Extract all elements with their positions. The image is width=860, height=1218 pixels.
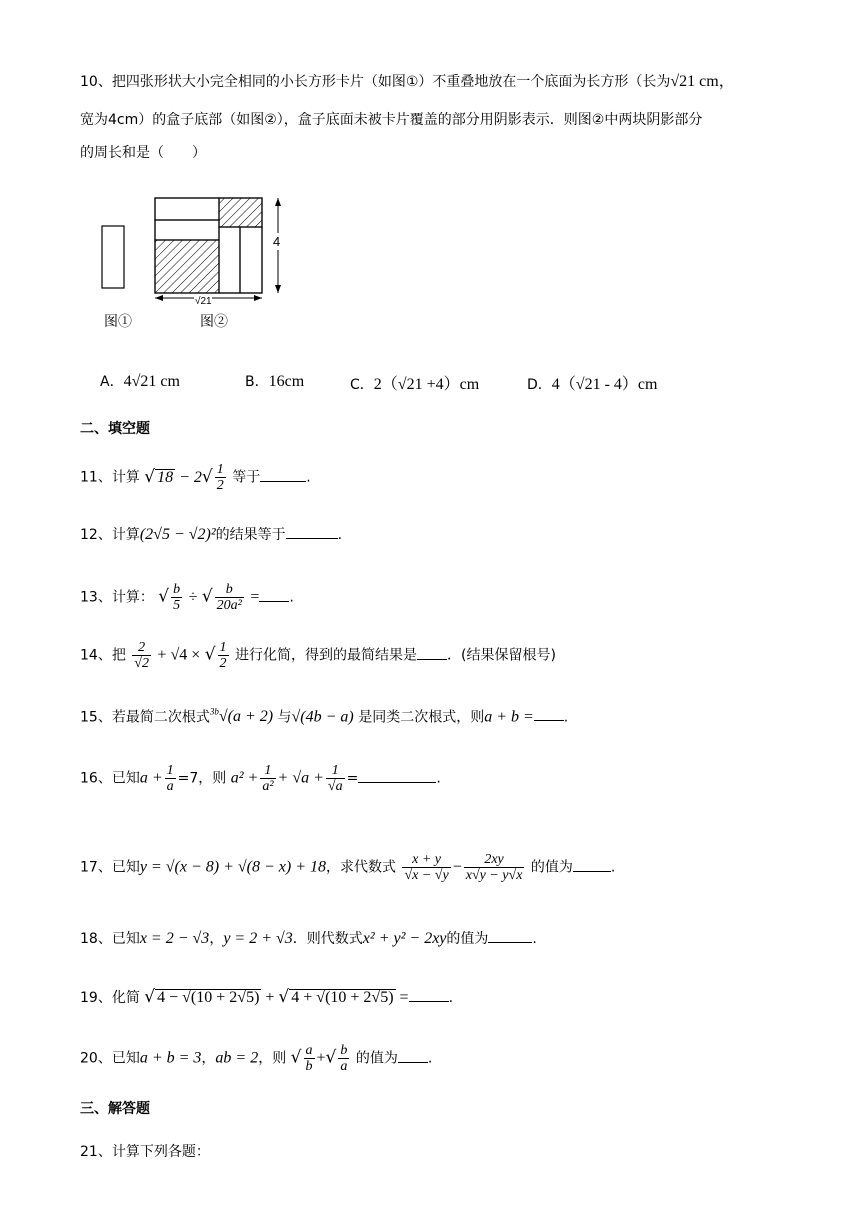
fig2-card-top2 [155,220,219,240]
q13-answer-blank [259,587,289,602]
q15: 15、若最简二次根式$^{3b}$√(a + 2) 与√(4b − a) 是同类二次根式，则a + b = . [80,707,569,726]
fig2-label: 图② [200,313,228,329]
q12: 12、计算(2√5 − √2)²的结果等于 . [80,526,343,543]
q20: 20、已知a + b = 3，ab = 2，则 √ $\frac{a}{b}$ +√ $\frac{b}{a}$ 的值为 . [80,1043,433,1074]
fig2-card-top1 [155,198,219,220]
q10-option-c: C．2（√21 +4）cm [350,376,480,393]
q19: 19、化简 √ 4 − √(10 + 2√5) + √ 4 + √(10 + 2√5) = . [80,987,454,1007]
q13: 13、计算： √ $\frac{b}{5}$ ÷ √ $\frac{b}{\text{20a²}}$ = . [80,582,294,613]
fig2-shade-right [219,198,262,227]
q14-answer-blank [417,645,447,660]
fig1-card [102,226,124,288]
q18: 18、已知x = 2 − √3，y = 2 + √3．则代数式x² + y² − 2xy的值为 . [80,930,537,947]
q10-line3: 的周长和是（ ） [80,145,206,161]
fig2-width-label: √21 [195,296,212,307]
fig1-label: 图① [104,313,132,329]
q16: 16、已知a + $\frac{1}{a}$ =7，则 a² + $\frac{1}{\text{a²}}$ + √a + $\frac{1}{√a}$ = . [80,763,441,794]
section-2-title: 二、填空题 [80,421,150,437]
q21: 21、计算下列各题： [80,1144,210,1160]
q16-answer-blank [358,768,436,783]
fig2-card-v2 [240,227,262,293]
q10-option-a: A．4√21 cm [100,373,180,390]
q11-answer-blank [260,467,306,482]
q10-length-math: √21 cm， [670,73,735,90]
q12-answer-blank [286,524,338,539]
q19-answer-blank [409,987,449,1002]
q10-option-b: B．16cm [245,373,305,390]
q20-answer-blank [398,1048,428,1063]
q14: 14、把 $\frac{2}{√2}$ + √4 × √ $\frac{1}{2}$ 进行化简，得到的最简结果是 ．(结果保留根号) [80,640,556,671]
q15-answer-blank [534,706,564,721]
q17-answer-blank [573,857,611,872]
q10-option-d: D．4（√21 - 4）cm [527,376,658,393]
fig2-card-v1 [219,227,240,293]
q10-line1: 10、把四张形状大小完全相同的小长方形卡片（如图①）不重叠地放在一个底面为长方形（长为√21 cm， [80,73,735,90]
section-3-title: 三、解答题 [80,1101,150,1117]
q10-line2: 宽为4cm）的盒子底部（如图②），盒子底面未被卡片覆盖的部分用阴影表示．则图②中两块阴影部分 [80,112,703,128]
fig2-shade-left [155,240,219,293]
fig2-height-label: 4 [273,234,281,249]
q17: 17、已知y = √(x − 8) + √(8 − x) + 18，求代数式 $\frac{x + y}{√x - √y}$ − $\frac{2xy}{x√y - y√x}$ 的值为 . [80,852,616,883]
q18-answer-blank [488,928,532,943]
q11: 11、计算 √ 18 − 2√ $\frac{1}{2}$ 等于 . [80,462,311,493]
q10-figures [90,188,310,333]
